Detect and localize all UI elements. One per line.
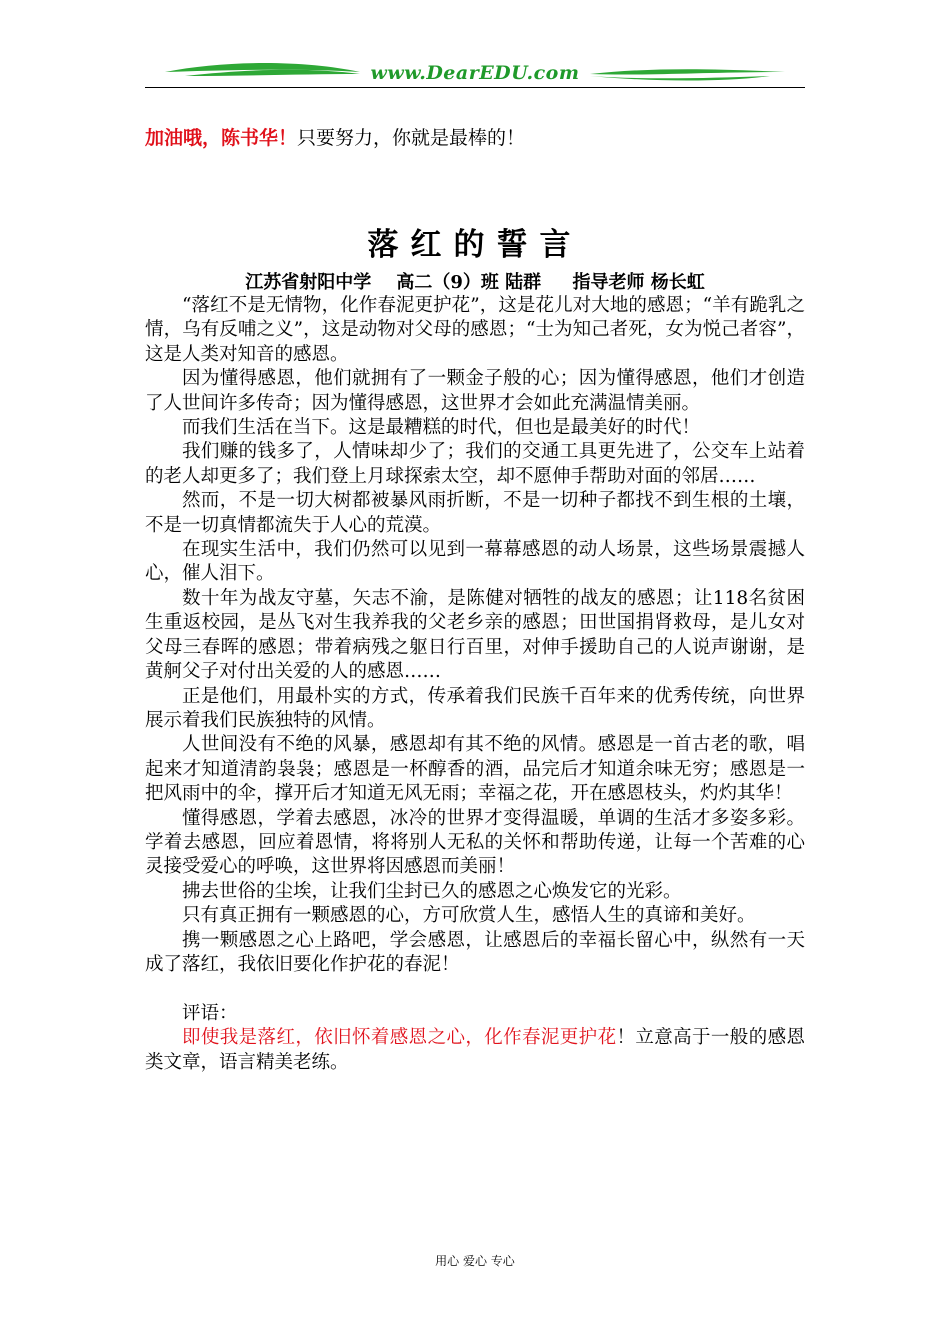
paragraph: 数十年为战友守墓，矢志不渝，是陈健对牺牲的战友的感恩；让118名贫困生重返校园，是丛飞对生我养我的父老乡亲的感恩；田世国捐肾救母，是儿女对父母三春晖的感恩；带着病残之躯日行百里，对伸手援助自己的人说声谢谢，是黄舸父子对付出关爱的人的感恩…… bbox=[145, 587, 805, 683]
paragraph: “落红不是无情物，化作春泥更护花”，这是花儿对大地的感恩；“羊有跪乳之情，乌有反哺之义”，这是动物对父母的感恩；“士为知己者死，女为悦己者容”，这是人类对知音的感恩。 bbox=[145, 295, 805, 365]
article-byline: 江苏省射阳中学 高二（9）班 陆群 指导老师 杨长虹 bbox=[245, 272, 705, 293]
paragraph: 只有真正拥有一颗感恩的心，方可欣赏人生，感悟人生的真谛和美好。 bbox=[182, 905, 756, 927]
article-title: 落红的誓言 bbox=[367, 227, 583, 263]
paragraph: 在现实生活中，我们仍然可以见到一幕幕感恩的动人场景，这些场景震撼人心，催人泪下。 bbox=[145, 539, 805, 585]
article-body bbox=[145, 294, 805, 1075]
comment-highlight: 即使我是落红，依旧怀着感恩之心，化作春泥更护花 bbox=[182, 1027, 617, 1049]
comment-text bbox=[145, 1026, 805, 1075]
comment-rest: ！立意高于一般的感恩类文章，语言精美老练。 bbox=[145, 1027, 805, 1073]
paragraph: 正是他们，用最朴实的方式，传承着我们民族千百年来的优秀传统，向世界展示着我们民族独特的风情。 bbox=[145, 685, 805, 731]
page-footer: 用心 爱心 专心 bbox=[435, 1254, 515, 1268]
comment-label: 评语： bbox=[182, 1002, 238, 1024]
paragraph: 携一颗感恩之心上路吧，学会感恩，让感恩后的幸福长留心中，纵然有一天成了落红，我依旧要化作护花的春泥！ bbox=[145, 929, 805, 975]
paragraph: 拂去世俗的尘埃，让我们尘封已久的感恩之心焕发它的光彩。 bbox=[182, 880, 682, 902]
paragraph: 人世间没有不绝的风暴，感恩却有其不绝的风情。感恩是一首古老的歌，唱起来才知道清韵袅袅；感恩是一杯醇香的酒，品完后才知道余味无穷；感恩是一把风雨中的伞，撑开后才知道无风无雨；幸福之花，开在感恩枝头，灼灼其华！ bbox=[145, 734, 805, 805]
site-logo-text: www.DearEDU.com bbox=[370, 62, 580, 84]
paragraph: 因为懂得感恩，他们就拥有了一颗金子般的心；因为懂得感恩，他们才创造了人世间许多传奇；因为懂得感恩，这世界才会如此充满温情美丽。 bbox=[145, 368, 805, 414]
cheer-line bbox=[145, 125, 525, 151]
paragraph: 然而，不是一切大树都被暴风雨折断，不是一切种子都找不到生根的土壤，不是一切真情都流失于人心的荒漠。 bbox=[145, 490, 805, 536]
header-divider bbox=[145, 87, 805, 88]
spacer bbox=[145, 977, 805, 1001]
paragraph: 我们赚的钱多了，人情味却少了；我们的交通工具更先进了，公交车上站着的老人却更多了；我们登上月球探索太空，却不愿伸手帮助对面的邻居…… bbox=[145, 441, 805, 487]
paragraph: 懂得感恩，学着去感恩，冰冷的世界才变得温暖，单调的生活才多姿多彩。学着去感恩，回应着恩情，将将别人无私的关怀和帮助传递，让每一个苦难的心灵接受爱心的呼唤，这世界将因感恩而美丽！ bbox=[145, 807, 805, 878]
paragraph: 而我们生活在当下。这是最糟糕的时代，但也是最美好的时代！ bbox=[182, 417, 701, 439]
cheer-highlight: 加油哦，陈书华！ bbox=[145, 127, 298, 149]
cheer-rest: 只要努力，你就是最棒的！ bbox=[297, 127, 526, 149]
